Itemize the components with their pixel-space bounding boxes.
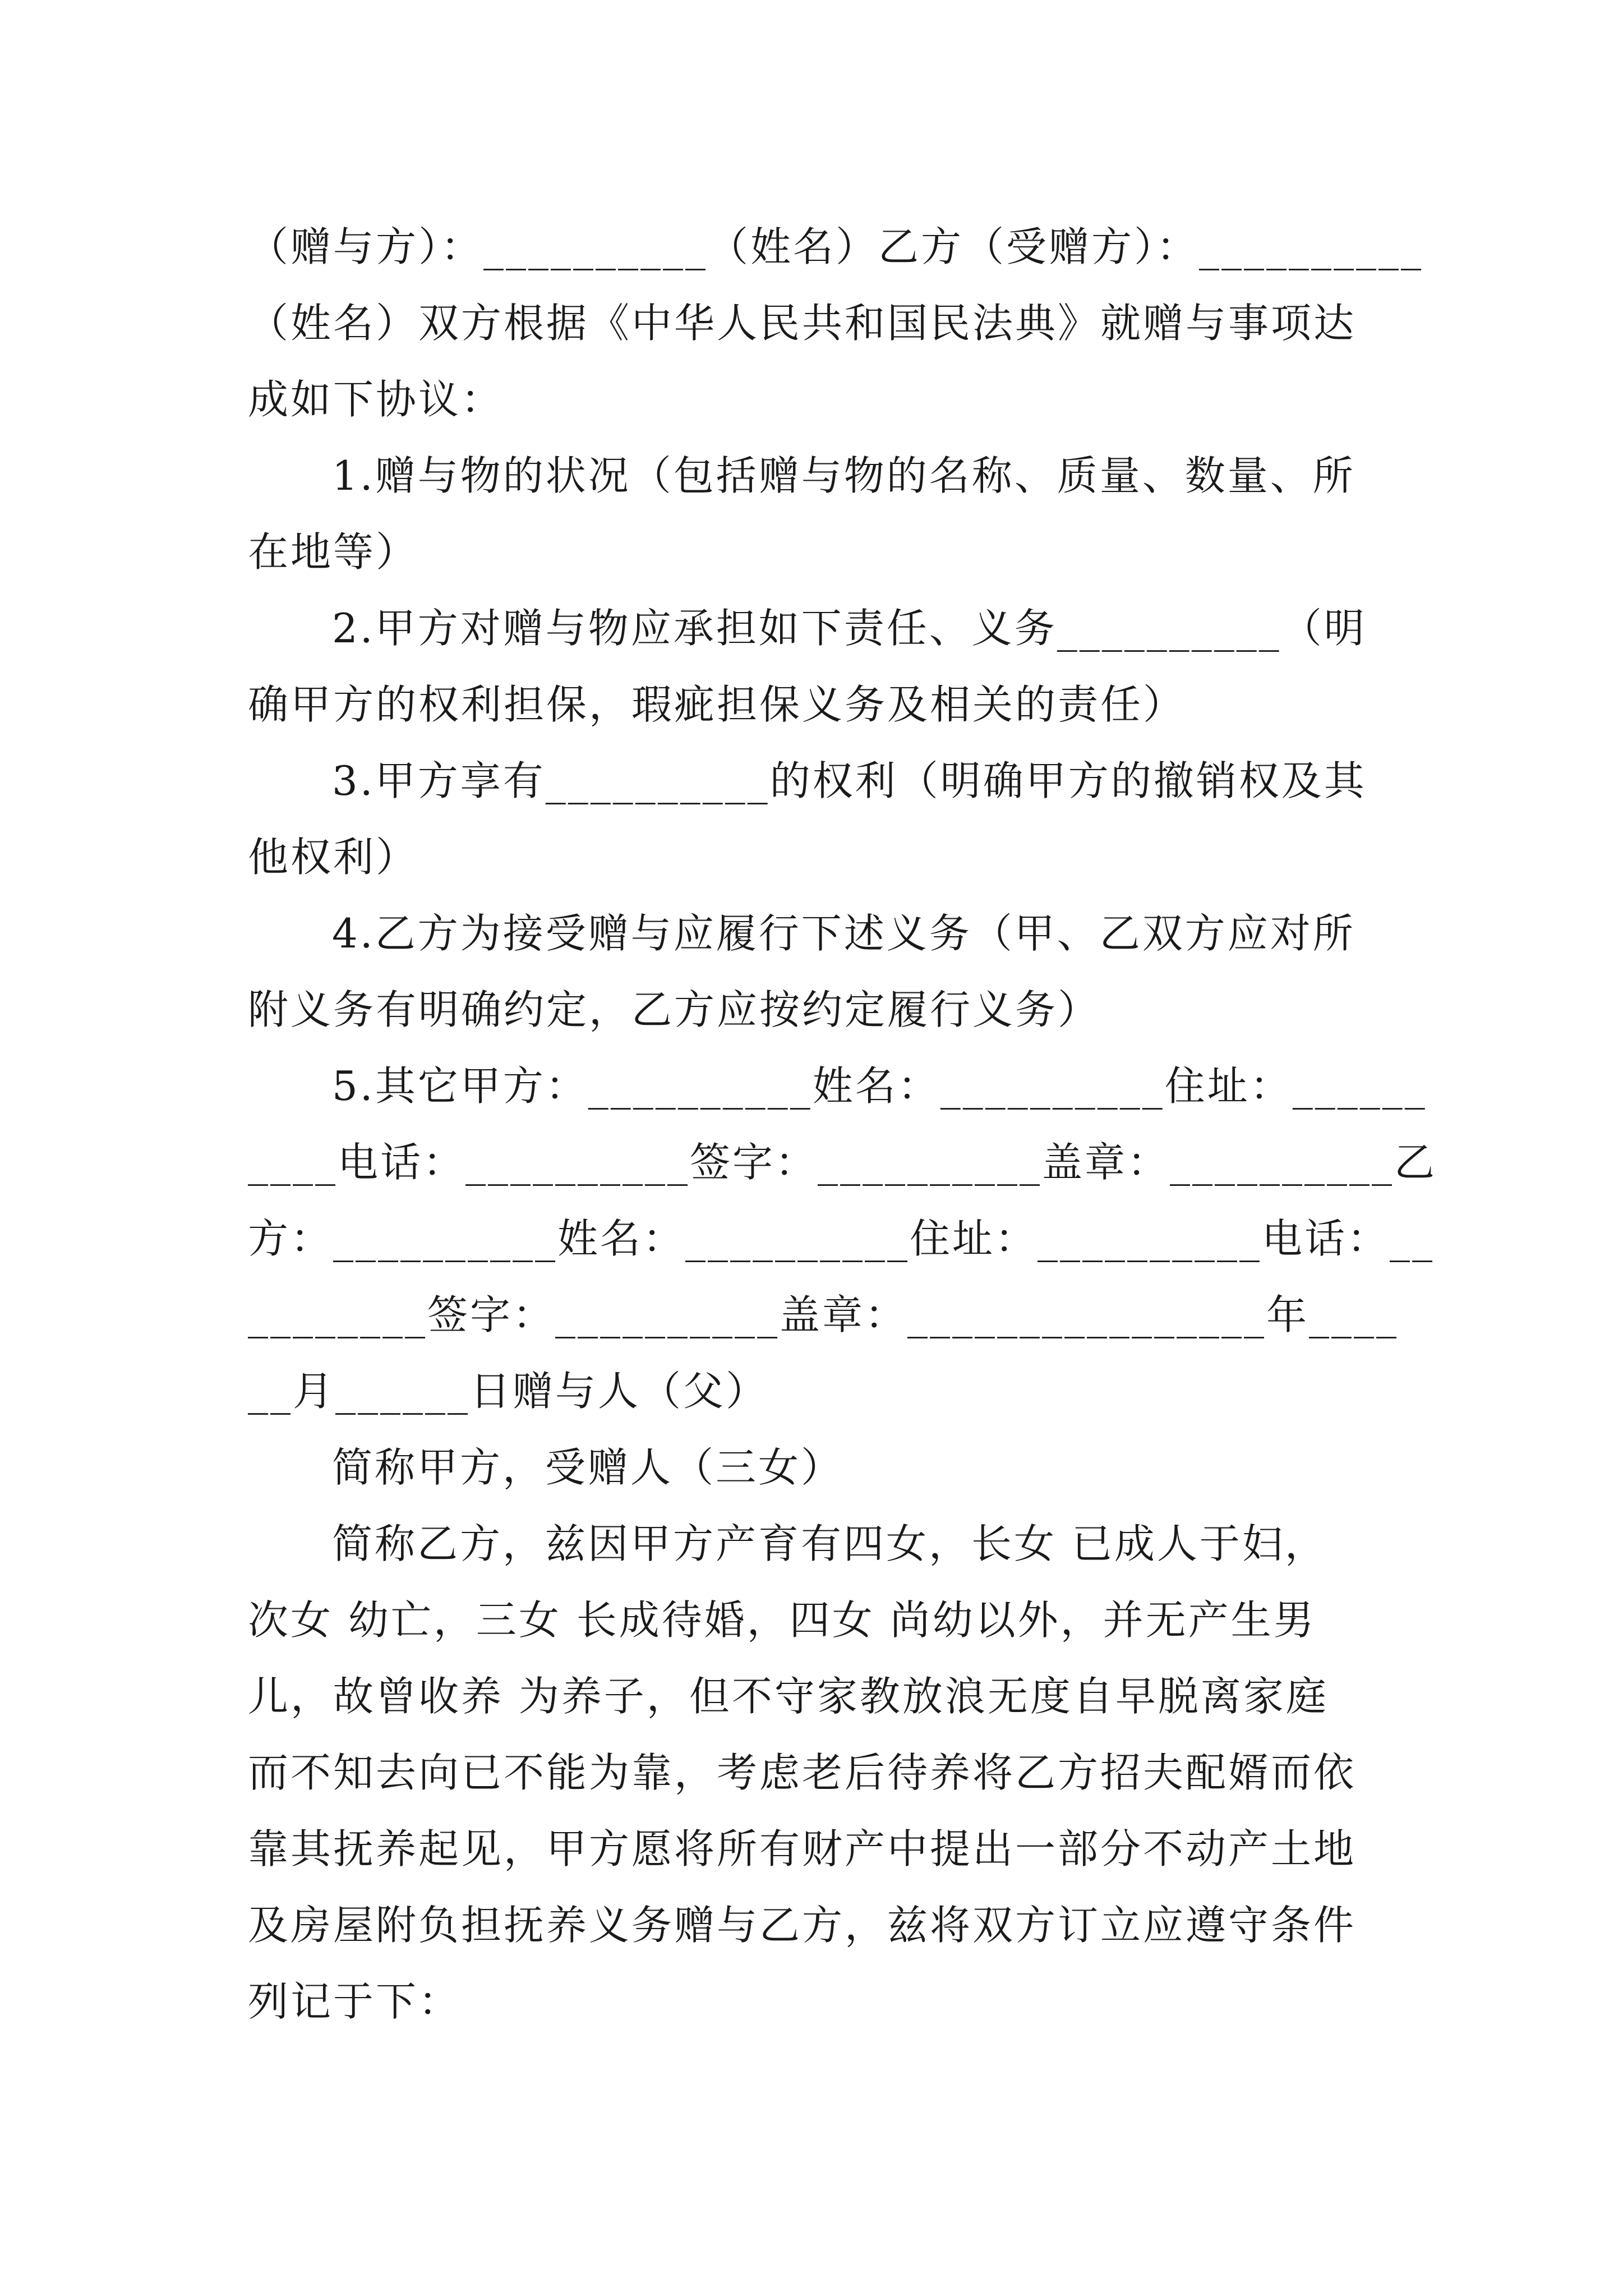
document-body (248, 209, 1437, 2040)
text-line: 儿，故曾收养 为养子，但不守家教放浪无度自早脱离家庭 (248, 1673, 1329, 1720)
clause-3-line: 3.甲方享有__________的权利（明确甲方的撤销权及其 (332, 757, 1367, 804)
text-line: ____电话：__________签字：__________盖章：__________乙 (248, 1139, 1437, 1186)
clause-5-line: 5.其它甲方：__________姓名：__________住址：______ (332, 1062, 1427, 1110)
text-line: （姓名）双方根据《中华人民共和国民法典》就赠与事项达 (248, 300, 1357, 347)
text-line: （赠与方）：__________（姓名）乙方（受赠方）：__________ (248, 223, 1424, 270)
text-line: __月______日赠与人（父） (248, 1368, 769, 1415)
text-line: 及房屋附负担抚养义务赠与乙方，兹将双方订立应遵守条件 (248, 1902, 1357, 1949)
paragraph-line: 简称甲方，受赠人（三女） (332, 1444, 844, 1491)
text-line: 靠其抚养起见，甲方愿将所有财产中提出一部分不动产土地 (248, 1825, 1357, 1872)
text-line: 而不知去向已不能为靠，考虑老后待养将乙方招夫配婿而依 (248, 1749, 1357, 1796)
text-line: 附义务有明确约定，乙方应按约定履行义务） (248, 986, 1101, 1033)
text-line: 成如下协议： (248, 376, 504, 423)
text-line: 他权利） (248, 834, 419, 881)
text-line: 确甲方的权利担保，瑕疵担保义务及相关的责任） (248, 681, 1186, 728)
clause-4-line: 4.乙方为接受赠与应履行下述义务（甲、乙双方应对所 (332, 910, 1355, 957)
text-line: 次女 幼亡，三女 长成待婚，四女 尚幼以外，并无产生男 (248, 1596, 1316, 1644)
text-line: 在地等） (248, 528, 419, 576)
clause-1-line: 1.赠与物的状况（包括赠与物的名称、质量、数量、所 (332, 452, 1355, 499)
text-line: 方：__________姓名：__________住址：__________电话：__ (248, 1215, 1435, 1262)
text-line: ________签字：__________盖章：________________年____ (248, 1291, 1399, 1338)
clause-2-line: 2.甲方对赠与物应承担如下责任、义务__________（明 (332, 605, 1367, 652)
paragraph-line: 简称乙方，兹因甲方产育有四女，长女 已成人于妇， (332, 1520, 1327, 1567)
text-line: 列记于下： (248, 1978, 462, 2025)
